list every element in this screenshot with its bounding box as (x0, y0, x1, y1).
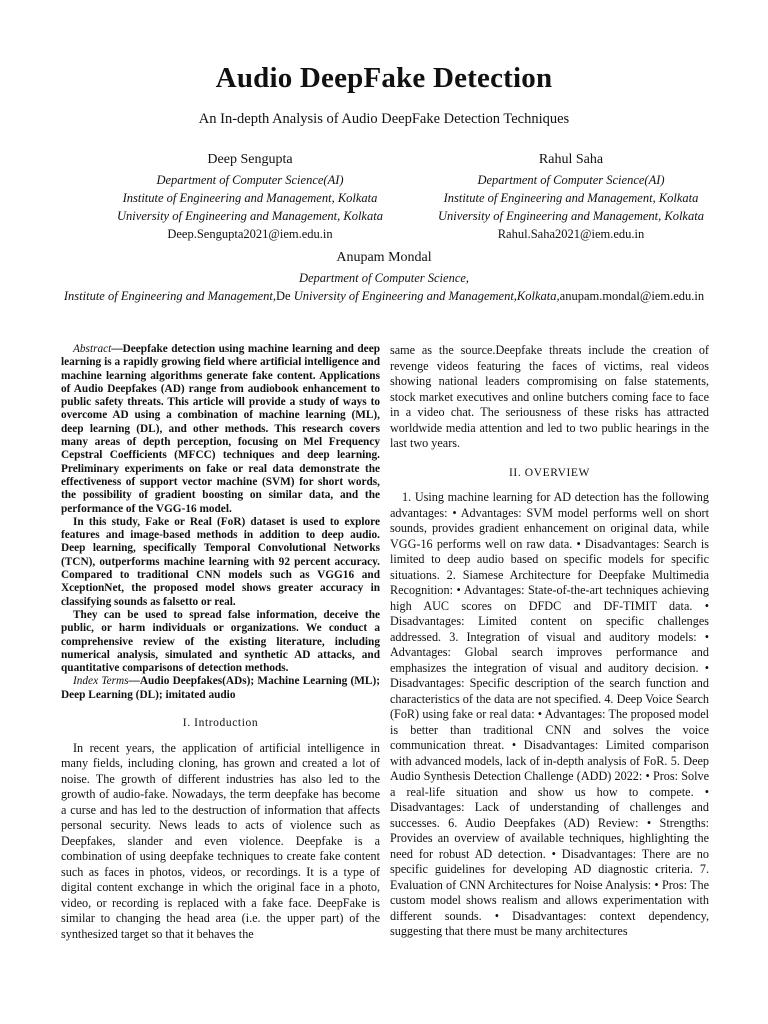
author-university: University of Engineering and Management, Kolkata (117, 209, 383, 223)
author-department: Department of Computer Science(AI) (477, 173, 665, 187)
index-terms (61, 675, 380, 702)
abstract-text: —Deepfake detection using machine learning and deep learning is a rapidly growing field where artificial intelligence and machine learning algorithms generate fake content. Applications of Audio Deepfakes (AD) range from audiobook enhancement to public safety threats. This article will provide a study of ways to overcome AD using a combination of machine learning (ML), deep learning (DL), and other methods. This research covers many areas of depth perception, focusing on Mel Frequency Cepstral Coefficients (MFCC) techniques and deep learning. Preliminary experiments on fake or real data demonstrate the effectiveness of support vector machine (SVM) for short words, the possibility of gradient boosting on similar data, and the performance of the VGG-16 model. (61, 343, 380, 515)
section-heading-overview: II. OVERVIEW (508, 466, 590, 479)
author-department: Department of Computer Science(AI) (156, 173, 344, 187)
author-institute: Institute of Engineering and Management, Kolkata (122, 191, 378, 205)
abstract-label: Abstract (73, 343, 112, 355)
author-email: Rahul.Saha2021@iem.edu.in (497, 227, 645, 241)
author-name: Rahul Saha (538, 152, 604, 167)
overview-text: 1. Using machine learning for AD detection has the following advantages: • Advantages: SVM model performs well on short sounds, provides gradient enhancement on original data, while VGG-16 performs well on raw data. • Disadvantages: Search is limited to deep audio based on specific models for specific situations. 2. Siamese Architecture for Deepfake Multimedia Recognition: • Advantages: State-of-the-art techniques achieving high AUC scores on DFDC and DF-TIMIT data. • Disadvantages: Limited content on specific challenges addressed. 3. Integration of visual and auditory models: • Advantages: Global search improves performance and emphasizes the integration of visual and auditory decision. • Disadvantages: Specific description of the search function and characteristics of the data are not specified. 4. Deep Voice Search (FoR) using fake or real data: • Advantages: The proposed model is better than traditional CNN and solves the voice communication threat. • Disadvantages: Limited comparison with advanced models, lack of in-depth analysis of FoR. 5. Deep Audio Synthesis Detection Challenge (ADD) 2022: • Pros: Solve a real-life situation and show us how to compete. • Disadvantages: Lack of understanding of challenges and successes. 6. Audio Deepfakes (AD) Review: • Strengths: Provides an overview of available techniques, highlighting the need for robust AD detection. • Disadvantages: There are no specific guidelines for developing AD diagnostic criteria. 7. Evaluation of CNN Architectures for Noise Analysis: • Pros: The custom model shows realism and allows experimentation with different sounds. • Disadvantages: context dependency, suggesting that there must be many architectures (390, 490, 709, 938)
right-column (390, 343, 709, 940)
author-email: ,anupam.mondal@iem.edu.in (556, 289, 705, 303)
author-block-1 (90, 150, 410, 243)
author-department: Department of Computer Science, (298, 271, 470, 285)
author-block-3 (0, 248, 768, 305)
author-affiliation-line (0, 287, 768, 305)
index-terms-label: Index Terms (73, 675, 129, 688)
affiliation-fragment: De (276, 289, 291, 303)
author-university: University of Engineering and Management,Kolkata (293, 289, 557, 303)
author-email: Deep.Sengupta2021@iem.edu.in (167, 227, 333, 241)
author-name: Deep Sengupta (207, 152, 293, 167)
abstract-paragraph-3: They can be used to spread false information, deceive the public, or harm individuals or organizations. We conduct a comprehensive review of the existing literature, including numerical analysis, simulated and synthetic AD attacks, and quantitative comparisons of detection methods. (61, 608, 380, 675)
paper-subtitle: An In-depth Analysis of Audio DeepFake Detection Techniques (198, 111, 570, 127)
introduction-text: In recent years, the application of artificial intelligence in many fields, including cloning, has grown and created a lot of noise. The growth of different industries has also led to the growth of audio-fake. Nowadays, the term deepfake has become a curse and has led to the destruction of information that affects personal security. News leads to acts of violence such as Deepfakes, slander and even violence. Deepfake is a combination of using deepfake techniques to create fake content such as faces in photos, videos, or recordings. It is a type of digital content exchange in which the original face in a photo, video, or recording is replaced with a fake face. DeepFake is similar to changing the head area (i.e. the upper part) of the synthesized target so that it behaves the (61, 740, 380, 941)
abstract-paragraph-2: In this study, Fake or Real (FoR) dataset is used to explore features and image-based methods in addition to deep audio. Deep learning, specifically Temporal Convolutional Networks (TCN), outperforms machine learning with 92 percent accuracy. Compared to traditional CNN models such as VGG16 and XceptionNet, the proposed model shows greater accuracy in classifying sounds as falsetto or real. (61, 515, 380, 608)
author-name: Anupam Mondal (336, 250, 432, 265)
introduction-text-continued: same as the source.Deepfake threats include the creation of revenge videos featuring the faces of victims, real videos showing national leaders compromising on false statements, stock market executives and online butchers coming face to face in a video chat. The seriousness of these risks has attracted worldwide media attention and led to two public hearings in the last two years. (390, 343, 709, 450)
abstract (61, 343, 380, 675)
left-column (61, 343, 380, 942)
section-heading-introduction: I. Introduction (182, 717, 259, 730)
index-terms-text: —Audio Deepfakes(ADs); Machine Learning (ML); Deep Learning (DL); imitated audio (61, 675, 380, 701)
author-block-2 (411, 150, 731, 243)
paper-title: Audio DeepFake Detection (215, 62, 553, 94)
author-institute: Institute of Engineering and Management, Kolkata (443, 191, 699, 205)
author-university: University of Engineering and Management, Kolkata (438, 209, 704, 223)
author-institute: Institute of Engineering and Management, (63, 289, 276, 303)
abstract-paragraph-1 (61, 343, 380, 516)
